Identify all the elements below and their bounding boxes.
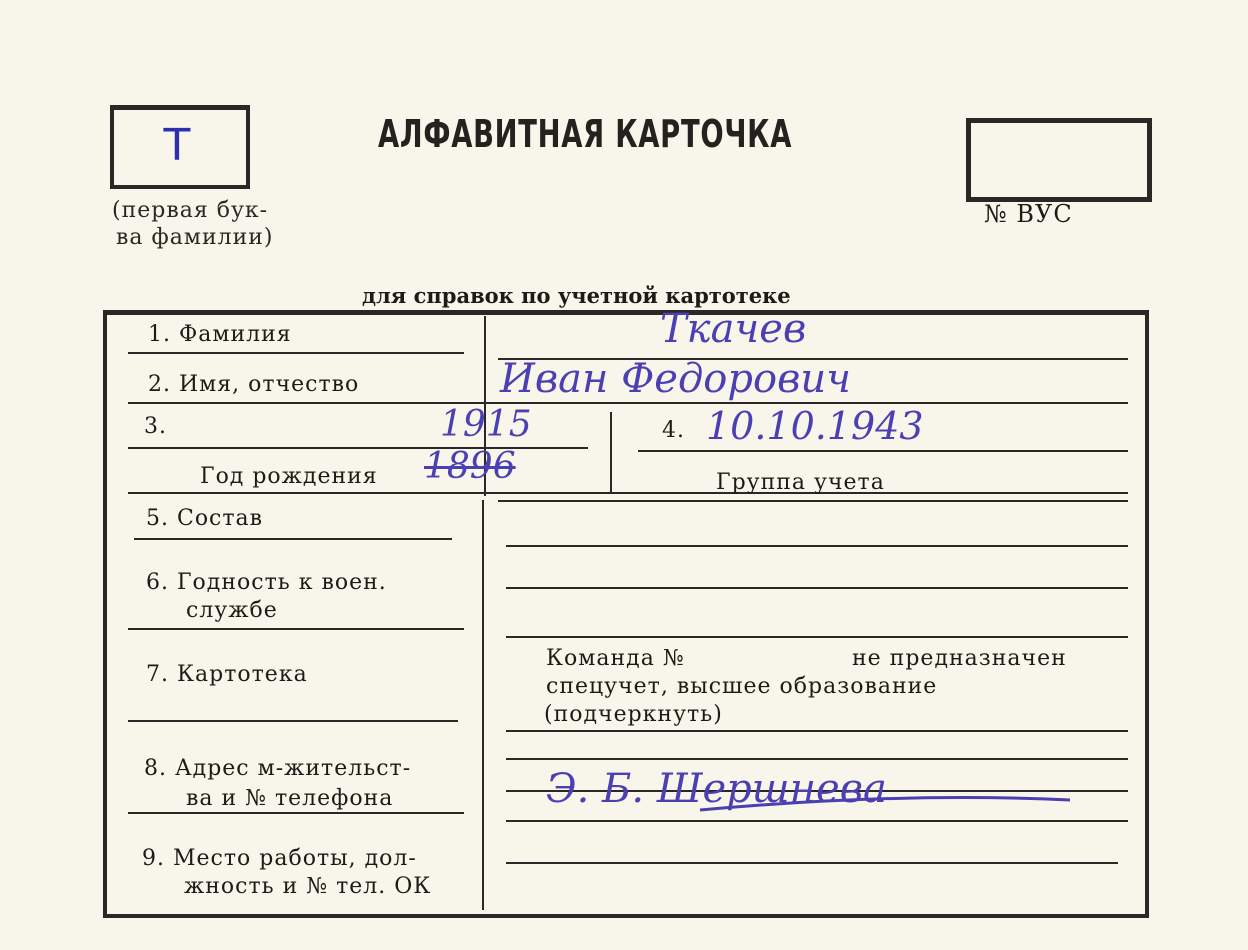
handwritten-signature: Э. Б. Шершнева [546,766,887,812]
handwritten-birth-year-crossed: 1896 [424,446,516,487]
field-4-number: 4. [662,418,685,443]
row-line [128,812,464,814]
field-4-label: Группа учета [716,470,885,495]
handwritten-date: 10.10.1943 [706,404,924,448]
row-line [506,730,1128,732]
row-line [128,402,1128,404]
row-line [128,492,1128,494]
row-line [128,720,458,722]
field-6-label-line1: 6. Годность к воен. [146,570,387,595]
card-title: АЛФАВИТНАЯ КАРТОЧКА [378,112,793,156]
field-5-label: 5. Состав [146,506,264,531]
surname-letter-caption: (первая бук- ва фамилии) [112,198,274,250]
field-8-label-line1: 8. Адрес м-жительст- [144,756,412,781]
underline-note: (подчеркнуть) [544,702,723,727]
field-9-label-line2: жность и № тел. ОК [184,874,432,899]
field-6-label-line2: службе [186,598,278,623]
special-record-label: спецучет, высшее образование [546,674,938,699]
not-assigned-label: не предназначен [852,646,1067,671]
vus-caption: № ВУС [984,200,1073,228]
row-line [506,587,1128,589]
handwritten-surname: Ткачев [660,306,807,352]
vus-box [966,118,1152,202]
row-line [128,447,588,449]
row-line [506,545,1128,547]
card-subtitle: для справок по учетной картотеке [362,283,791,308]
field-3-4-divider [610,412,612,492]
row-line [498,500,1128,502]
field-8-label-line2: ва и № телефона [186,786,394,811]
surname-letter: Т [163,120,191,171]
row-line [506,636,1128,638]
handwritten-birth-year: 1915 [440,404,532,445]
row-line [128,628,464,630]
field-9-label-line1: 9. Место работы, дол- [142,846,417,871]
signature-flourish [690,790,1080,820]
row-line [134,538,452,540]
row-line [506,862,1118,864]
row-line [638,450,1128,452]
field-7-label: 7. Картотека [146,662,308,687]
field-1-label: 1. Фамилия [148,322,292,347]
row-line [506,820,1128,822]
team-number-label: Команда № [546,646,685,671]
field-3-number: 3. [144,414,167,439]
handwritten-name-patronymic: Иван Федорович [500,356,851,402]
field-3-label: Год рождения [200,464,378,489]
row-line [128,352,464,354]
column-divider-lower [482,500,484,910]
field-2-label: 2. Имя, отчество [148,372,360,397]
row-line [506,758,1128,760]
